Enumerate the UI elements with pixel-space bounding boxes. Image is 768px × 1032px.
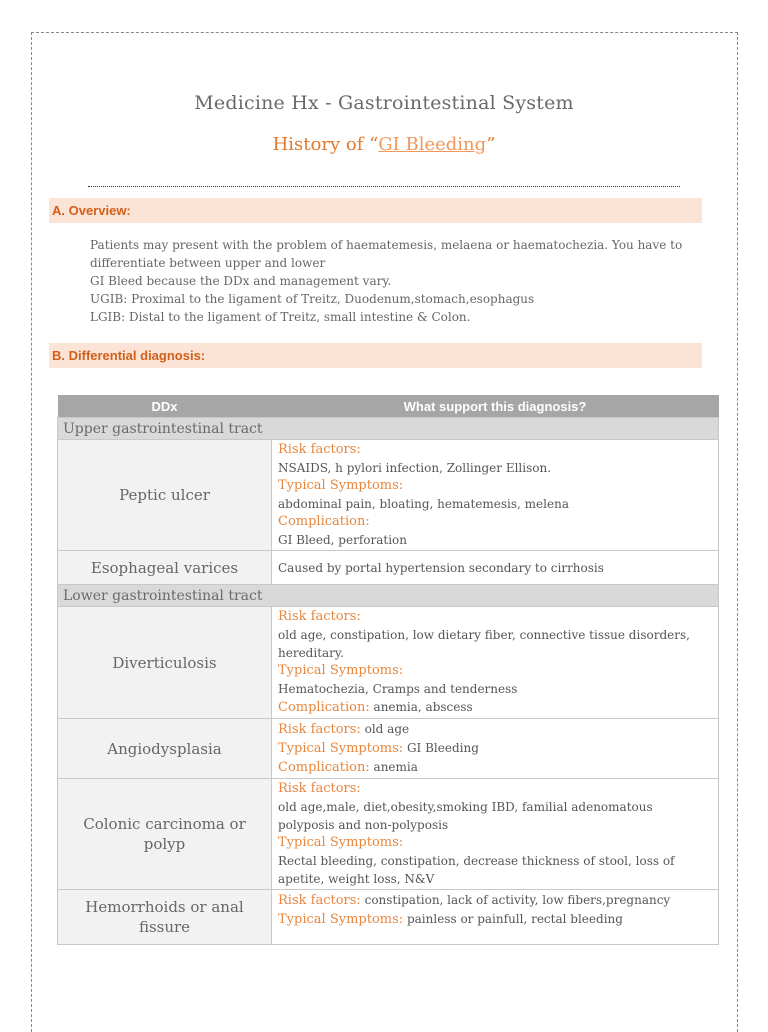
complication-text: anemia, abscess (369, 700, 473, 714)
ddx-name-esophageal-varices: Esophageal varices (58, 551, 272, 585)
complication-label: Complication: (278, 514, 370, 529)
complication-label: Complication: (278, 760, 370, 775)
overview-line: LGIB: Distal to the ligament of Treitz, small intestine & Colon. (90, 310, 471, 324)
overview-line: Patients may present with the problem of haematemesis, melaena or haematochezia. You have to (90, 238, 683, 252)
ddx-name-hemorrhoids: Hemorrhoids or anal fissure (58, 890, 272, 945)
symptoms-line (278, 910, 712, 929)
symptoms-label: Typical Symptoms: (278, 478, 404, 493)
table-row (58, 551, 719, 585)
subtitle-prefix: History of “ (272, 134, 379, 155)
table-row (58, 890, 719, 945)
ddx-support-colonic-carcinoma (272, 779, 719, 890)
risk-line (278, 891, 712, 910)
symptoms-text: painless or painfull, rectal bleeding (403, 912, 623, 926)
table-row (58, 719, 719, 779)
overview-line: GI Bleed because the DDx and management vary. (90, 274, 392, 288)
page-subtitle (0, 134, 768, 155)
subtitle-suffix: ” (486, 134, 496, 155)
header-ddx: DDx (58, 395, 272, 418)
title-divider (88, 186, 680, 187)
complication-label: Complication: (278, 700, 370, 715)
header-support: What support this diagnosis? (272, 395, 719, 418)
ddx-support-hemorrhoids (272, 890, 719, 945)
ddx-support-diverticulosis (272, 607, 719, 719)
symptoms-text: GI Bleeding (403, 741, 479, 755)
symptoms-line (278, 739, 712, 758)
complication-line (278, 758, 712, 777)
risk-text: NSAIDS, h pylori infection, Zollinger Ellison. (278, 461, 552, 475)
risk-label: Risk factors: (278, 609, 361, 624)
risk-label: Risk factors: (278, 893, 361, 908)
complication-text: anemia (369, 760, 418, 774)
risk-text: old age,male, diet,obesity,smoking IBD, familial adenomatous polyposis and non-polyposis (278, 800, 653, 832)
risk-label: Risk factors: (278, 781, 361, 796)
risk-text: old age, constipation, low dietary fiber, connective tissue disorders, hereditary. (278, 628, 690, 660)
section-heading-overview: A. Overview: (49, 198, 702, 223)
symptoms-label: Typical Symptoms: (278, 741, 404, 756)
ddx-name-peptic-ulcer: Peptic ulcer (58, 440, 272, 551)
risk-text: old age (360, 722, 410, 736)
complication-text: GI Bleed, perforation (278, 533, 407, 547)
overview-line: differentiate between upper and lower (90, 256, 326, 270)
risk-line (278, 720, 712, 739)
section-heading-differential: B. Differential diagnosis: (49, 343, 702, 368)
group-row-lower (58, 585, 719, 607)
ddx-name-diverticulosis: Diverticulosis (58, 607, 272, 719)
ddx-name-angiodysplasia: Angiodysplasia (58, 719, 272, 779)
risk-text: constipation, lack of activity, low fibers,pregnancy (360, 893, 671, 907)
symptoms-label: Typical Symptoms: (278, 663, 404, 678)
group-row-upper (58, 418, 719, 440)
symptoms-text: Hematochezia, Cramps and tenderness (278, 682, 518, 696)
ddx-support-angiodysplasia (272, 719, 719, 779)
symptoms-label: Typical Symptoms: (278, 912, 404, 927)
ddx-name-colonic-carcinoma: Colonic carcinoma or polyp (58, 779, 272, 890)
ddx-support-esophageal-varices: Caused by portal hypertension secondary to cirrhosis (272, 551, 719, 585)
symptoms-text: Rectal bleeding, constipation, decrease thickness of stool, loss of apetite, weight loss, N&V (278, 854, 675, 886)
table-row (58, 607, 719, 719)
table-row (58, 779, 719, 890)
group-label-upper: Upper gastrointestinal tract (58, 418, 719, 440)
gi-bleeding-link[interactable]: GI Bleeding (378, 134, 487, 155)
risk-label: Risk factors: (278, 442, 361, 457)
overview-line: UGIB: Proximal to the ligament of Treitz, Duodenum,stomach,esophagus (90, 292, 535, 306)
symptoms-text: abdominal pain, bloating, hematemesis, melena (278, 497, 569, 511)
complication-line (278, 698, 712, 717)
table-header-row (58, 395, 719, 418)
overview-text (90, 236, 720, 326)
risk-label: Risk factors: (278, 722, 361, 737)
page-title: Medicine Hx - Gastrointestinal System (194, 92, 574, 114)
ddx-support-peptic-ulcer (272, 440, 719, 551)
symptoms-label: Typical Symptoms: (278, 835, 404, 850)
group-label-lower: Lower gastrointestinal tract (58, 585, 719, 607)
table-row (58, 440, 719, 551)
ddx-table (57, 395, 719, 945)
